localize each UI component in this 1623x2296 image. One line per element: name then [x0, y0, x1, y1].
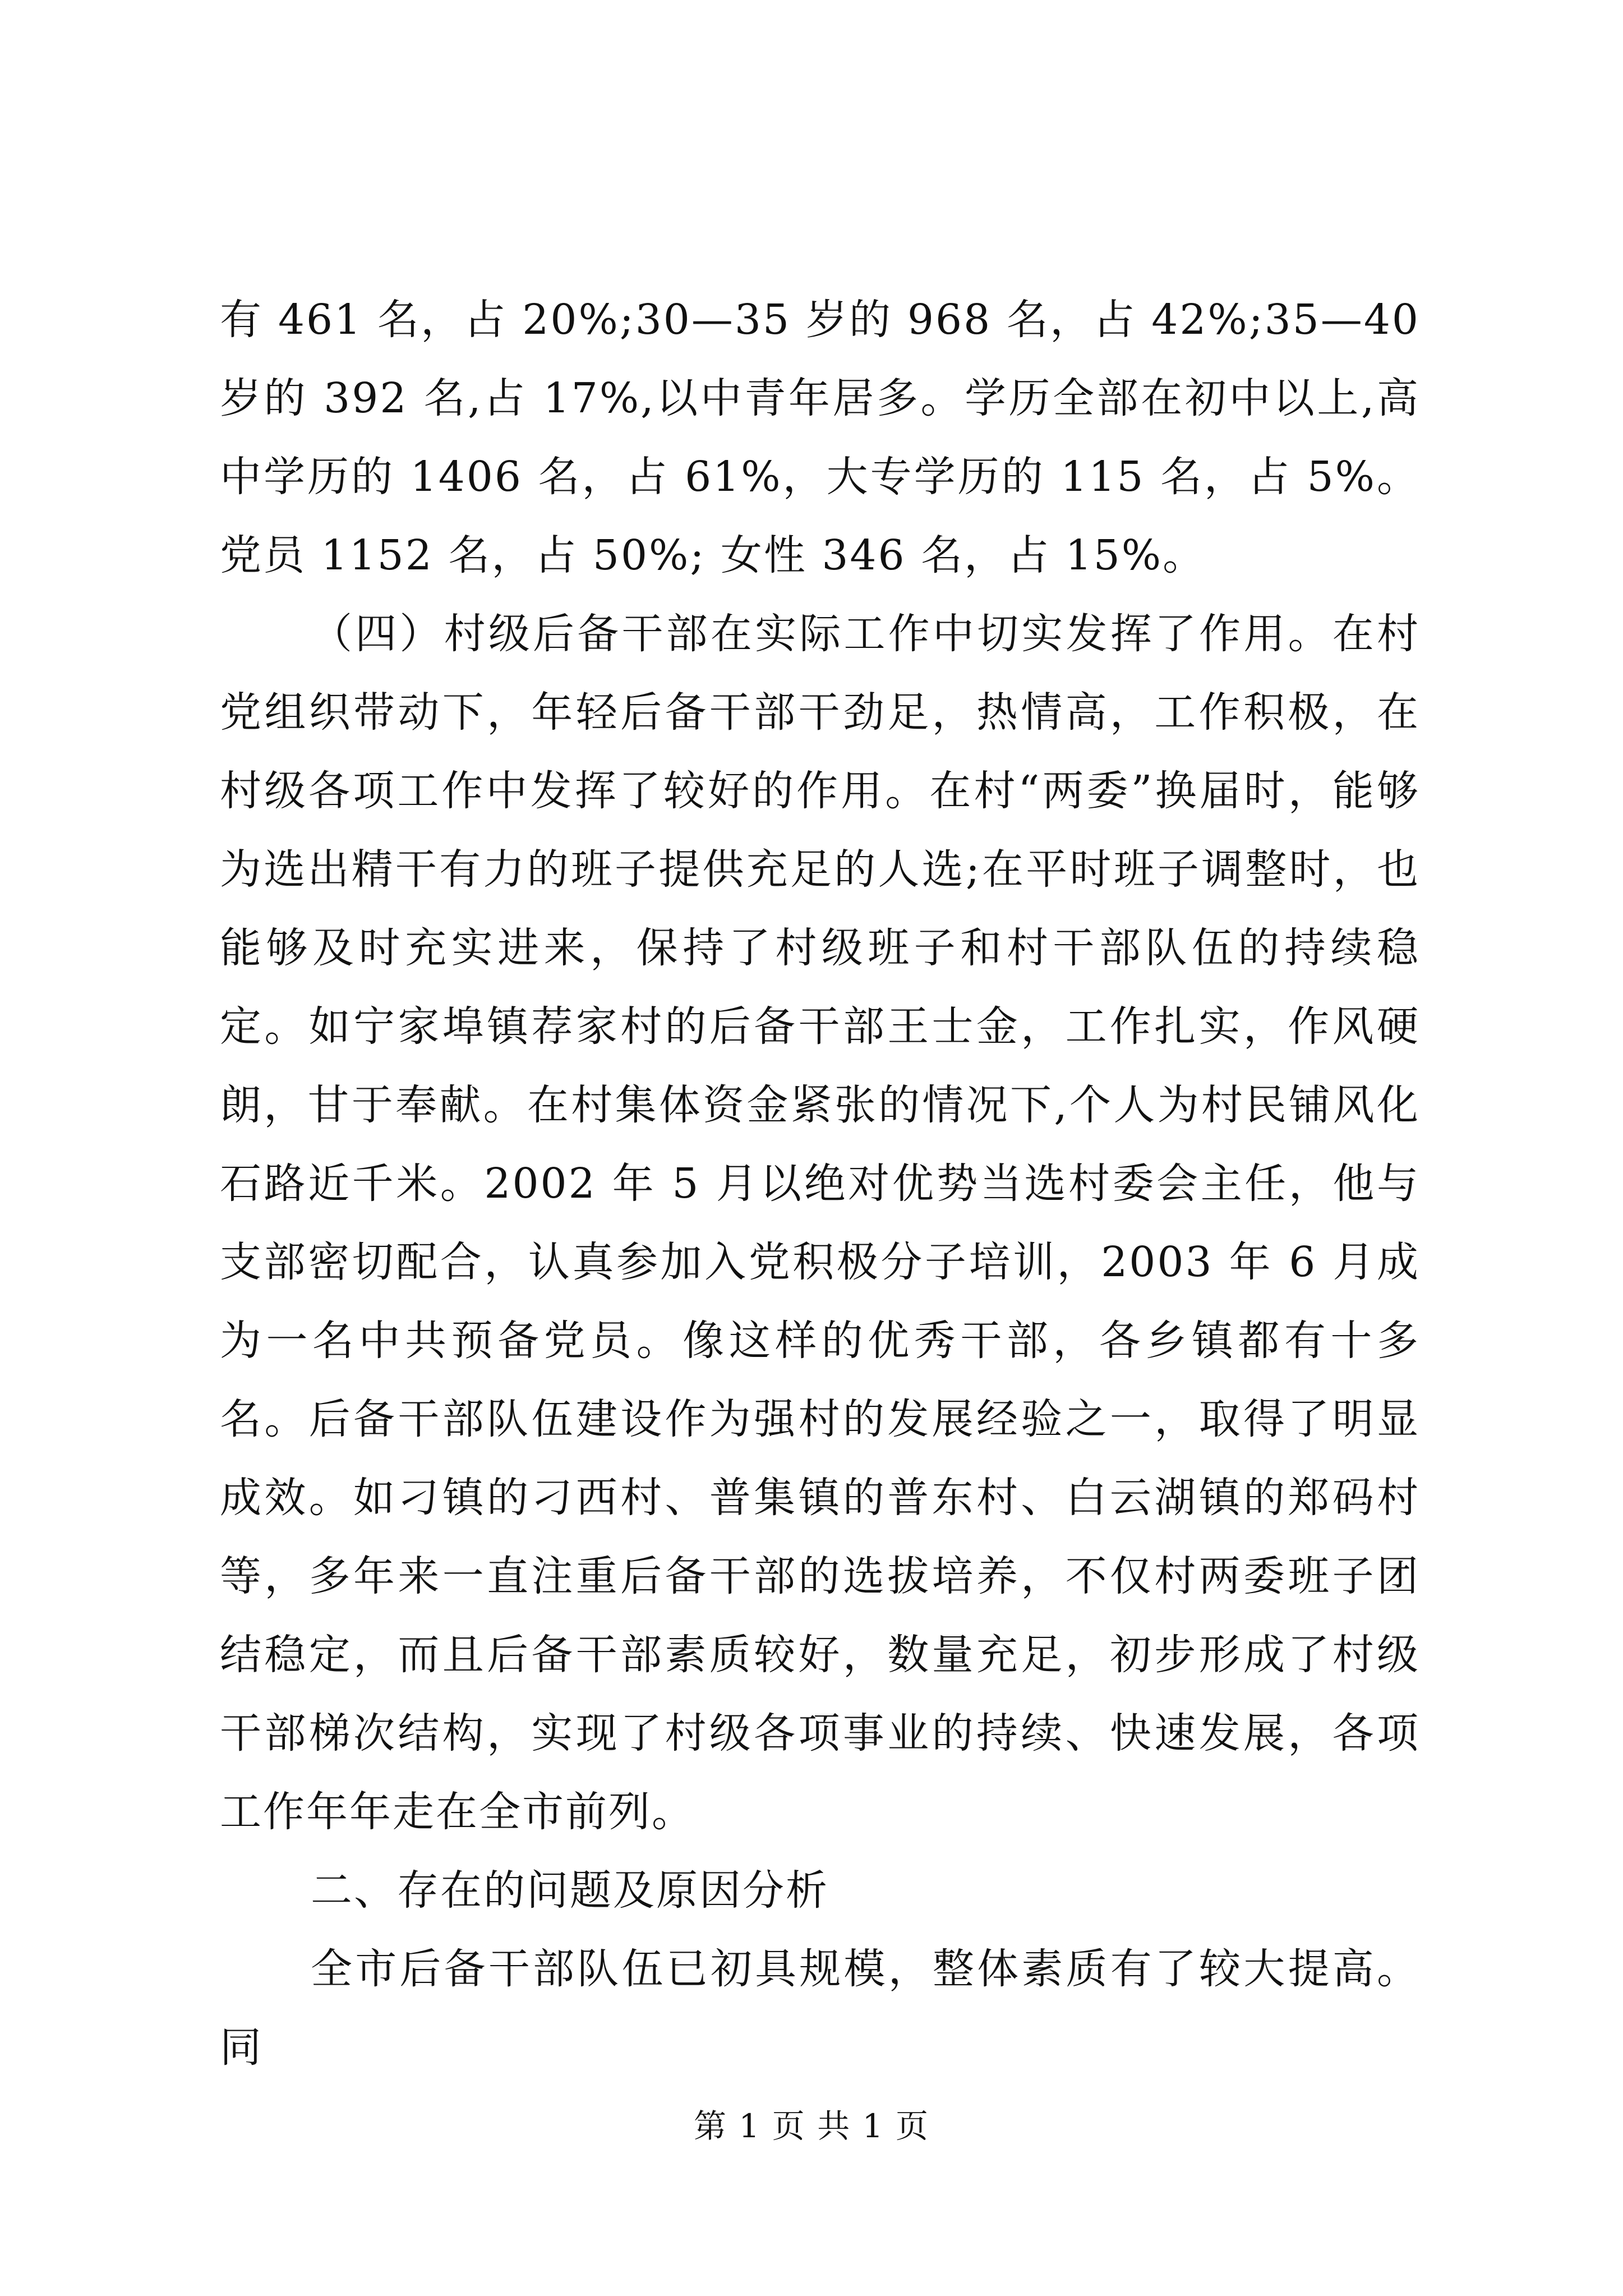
section-heading: 二、存在的问题及原因分析	[311, 1866, 829, 1915]
document-body	[220, 280, 1420, 2087]
page-footer: 第 1 页 共 1 页	[694, 2107, 929, 2145]
paragraph-1: 有 461 名，占 20%;30—35 岁的 968 名，占 42%;35—40 岁的 392 名,占 17%,以中青年居多。学历全部在初中以上,高中学历的 1406 名，占 61%，大专学历的 115 名，占 5%。党员 1152 名，占 50%; 女性 346 名，占 15%。	[220, 296, 1420, 579]
paragraph-2: （四）村级后备干部在实际工作中切实发挥了作用。在村党组织带动下，年轻后备干部干劲足，热情高，工作积极，在村级各项工作中发挥了较好的作用。在村“两委”换届时，能够为选出精干有力的班子提供充足的人选;在平时班子调整时，也能够及时充实进来，保持了村级班子和村干部队伍的持续稳定。如宁家埠镇荐家村的后备干部王士金，工作扎实，作风硬朗，甘于奉献。在村集体资金紧张的情况下,个人为村民铺风化石路近千米。2002 年 5 月以绝对优势当选村委会主任，他与支部密切配合，认真参加入党积极分子培训，2003 年 6 月成为一名中共预备党员。像这样的优秀干部，各乡镇都有十多名。后备干部队伍建设作为强村的发展经验之一，取得了明显成效。如刁镇的刁西村、普集镇的普东村、白云湖镇的郑码村等，多年来一直注重后备干部的选拔培养，不仅村两委班子团结稳定，而且后备干部素质较好，数量充足，初步形成了村级干部梯次结构，实现了村级各项事业的持续、快速发展，各项工作年年走在全市前列。	[220, 610, 1420, 1836]
paragraph-3: 全市后备干部队伍已初具规模，整体素质有了较大提高。同	[220, 1945, 1420, 2072]
